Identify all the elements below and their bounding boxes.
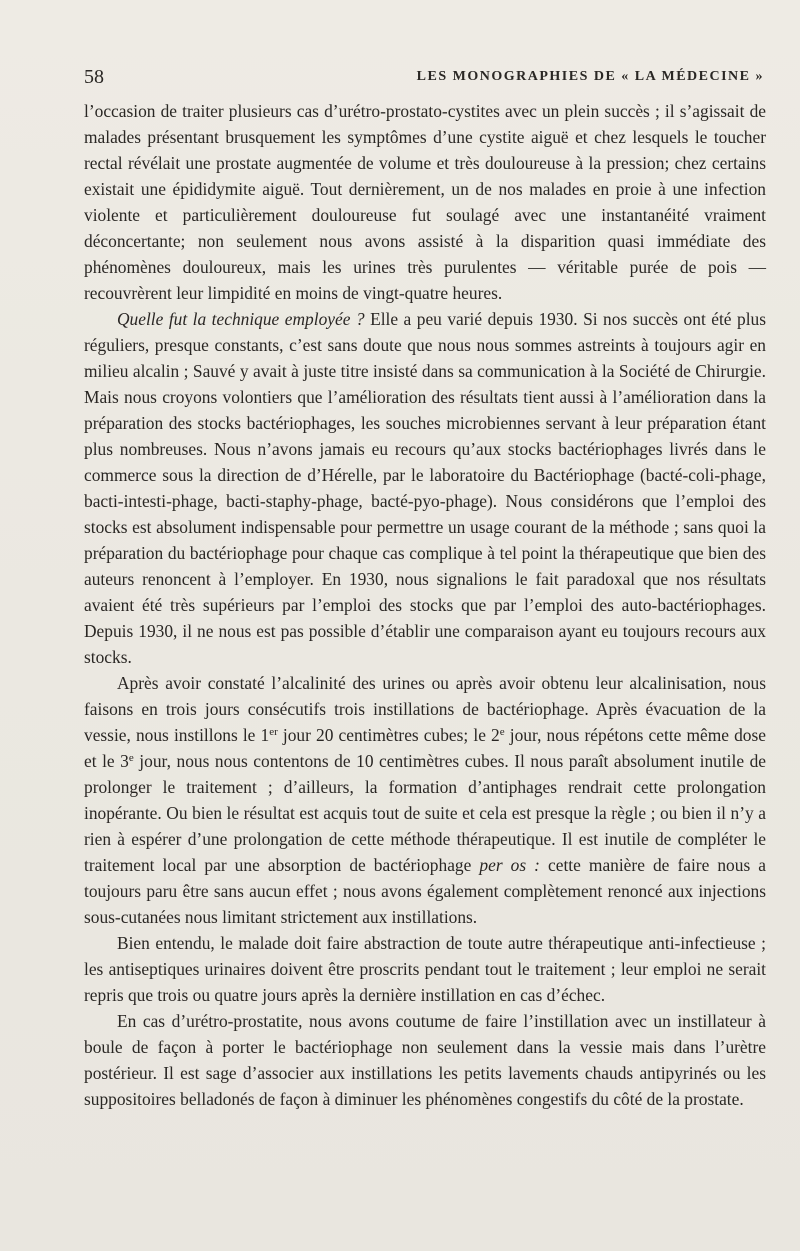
- per-os-term: per os :: [479, 855, 540, 875]
- paragraph-2-text: Elle a peu varié depuis 1930. Si nos succès ont été plus réguliers, presque constants, c’est sans doute que nous nous sommes astreints à toujours agir en milieu alcalin ; Sauvé y avait à juste titre insisté dans sa communication à la Société de Chirurgie. Mais nous croyons volontiers que l’amélioration des résultats tient aussi à l’amélioration dans la préparation des stocks bactériophages, les souches microbiennes servant à leur préparation étant plus nombreuses. Nous n’avons jamais eu recours qu’aux stocks bactériophages livrés dans le commerce sous la direction de d’Hérelle, par le laboratoire du Bactériophage (bacté-coli-phage, bacti-intesti-phage, bacti-staphy-phage, bacté-pyo-phage). Nous considérons que l’emploi des stocks est absolument indispensable pour permettre un usage courant de la méthode ; sans quoi la préparation du bactériophage pour chaque cas complique à tel point la thérapeutique que bien des auteurs renoncent à l’employer. En 1930, nous signalions le fait paradoxal que nos résultats avaient été très supérieurs par l’emploi des stocks que par l’emploi des auto-bactériophages. Depuis 1930, il ne nous est pas possible d’établir une comparaison ayant eu toujours recours aux stocks.: [84, 309, 766, 667]
- ordinal-first: er: [269, 726, 278, 738]
- paragraph-3-text-a: Après avoir constaté l’alcalinité des urines ou après avoir obtenu leur alcalinisation, nous faisons en trois jours consécutifs trois instillations de bactériophage. Après évacuation de la vessie, nous instillons le 1: [84, 673, 766, 745]
- body-text: [84, 98, 766, 1112]
- ordinal-third: e: [128, 752, 134, 764]
- running-title: LES MONOGRAPHIES DE « LA MÉDECINE »: [416, 69, 764, 84]
- paragraph-3-text-d: jour, nous nous contentons de 10 centimètres cubes. Il nous paraît absolument inutile de prolonger le traitement ; d’ailleurs, la formation d’antiphages rendrait cette prolongation inopérante. Ou bien le résultat est acquis tout de suite et cela est presque la règle ; ou bien il n’y a rien à espérer d’une prolongation de cette méthode thérapeutique. Il est inutile de compléter le traitement local par une absorption de bactériophage: [84, 751, 766, 875]
- paragraph-3-text-c: jour, nous répétons cette même dose et le 3: [84, 725, 766, 771]
- paragraph-4: Bien entendu, le malade doit faire abstraction de toute autre thérapeutique anti-infectieuse ; les antiseptiques urinaires doivent être proscrits pendant tout le traitement ; leur emploi ne serait repris que trois ou quatre jours après la dernière instillation en cas d’échec.: [84, 933, 766, 1005]
- paragraph-5: En cas d’urétro-prostatite, nous avons coutume de faire l’instillation avec un instillateur à boule de façon à porter le bactériophage non seulement dans la vessie mais dans l’urètre postérieur. Il est sage d’associer aux instillations les petits lavements chauds antipyrinés ou les suppositoires belladonés de façon à diminuer les phénomènes congestifs du côté de la prostate.: [84, 1011, 766, 1109]
- page-number: 58: [84, 66, 104, 88]
- paragraph-2: [84, 306, 766, 670]
- paragraph-3: [84, 670, 766, 930]
- paragraph-3-text-e: cette manière de faire nous a toujours paru être sans aucun effet ; nous avons également complètement renoncé aux injections sous-cutanées nous limitant strictement aux instillations.: [84, 855, 766, 927]
- ordinal-second: e: [499, 726, 505, 738]
- technique-question: Quelle fut la technique employée ?: [117, 309, 365, 329]
- paragraph-1: l’occasion de traiter plusieurs cas d’urétro-prostato-cystites avec un plein succès ; il s’agissait de malades présentant brusquement les symptômes d’une cystite aiguë et chez lesquels le toucher rectal révélait une prostate augmentée de volume et très douloureuse à la pression; chez certains existait une épididymite aiguë. Tout dernièrement, un de nos malades en proie à une infection violente et particulièrement douloureuse fut soulagé avec une instantanéité vraiment déconcertante; non seulement nous avons assisté à la disparition quasi immédiate des phénomènes douloureux, mais les urines très purulentes — véritable purée de pois — recouvrèrent leur limpidité en moins de vingt-quatre heures.: [84, 101, 766, 303]
- paragraph-3-text-b: jour 20 centimètres cubes; le 2: [277, 725, 500, 745]
- page-header: [84, 66, 764, 90]
